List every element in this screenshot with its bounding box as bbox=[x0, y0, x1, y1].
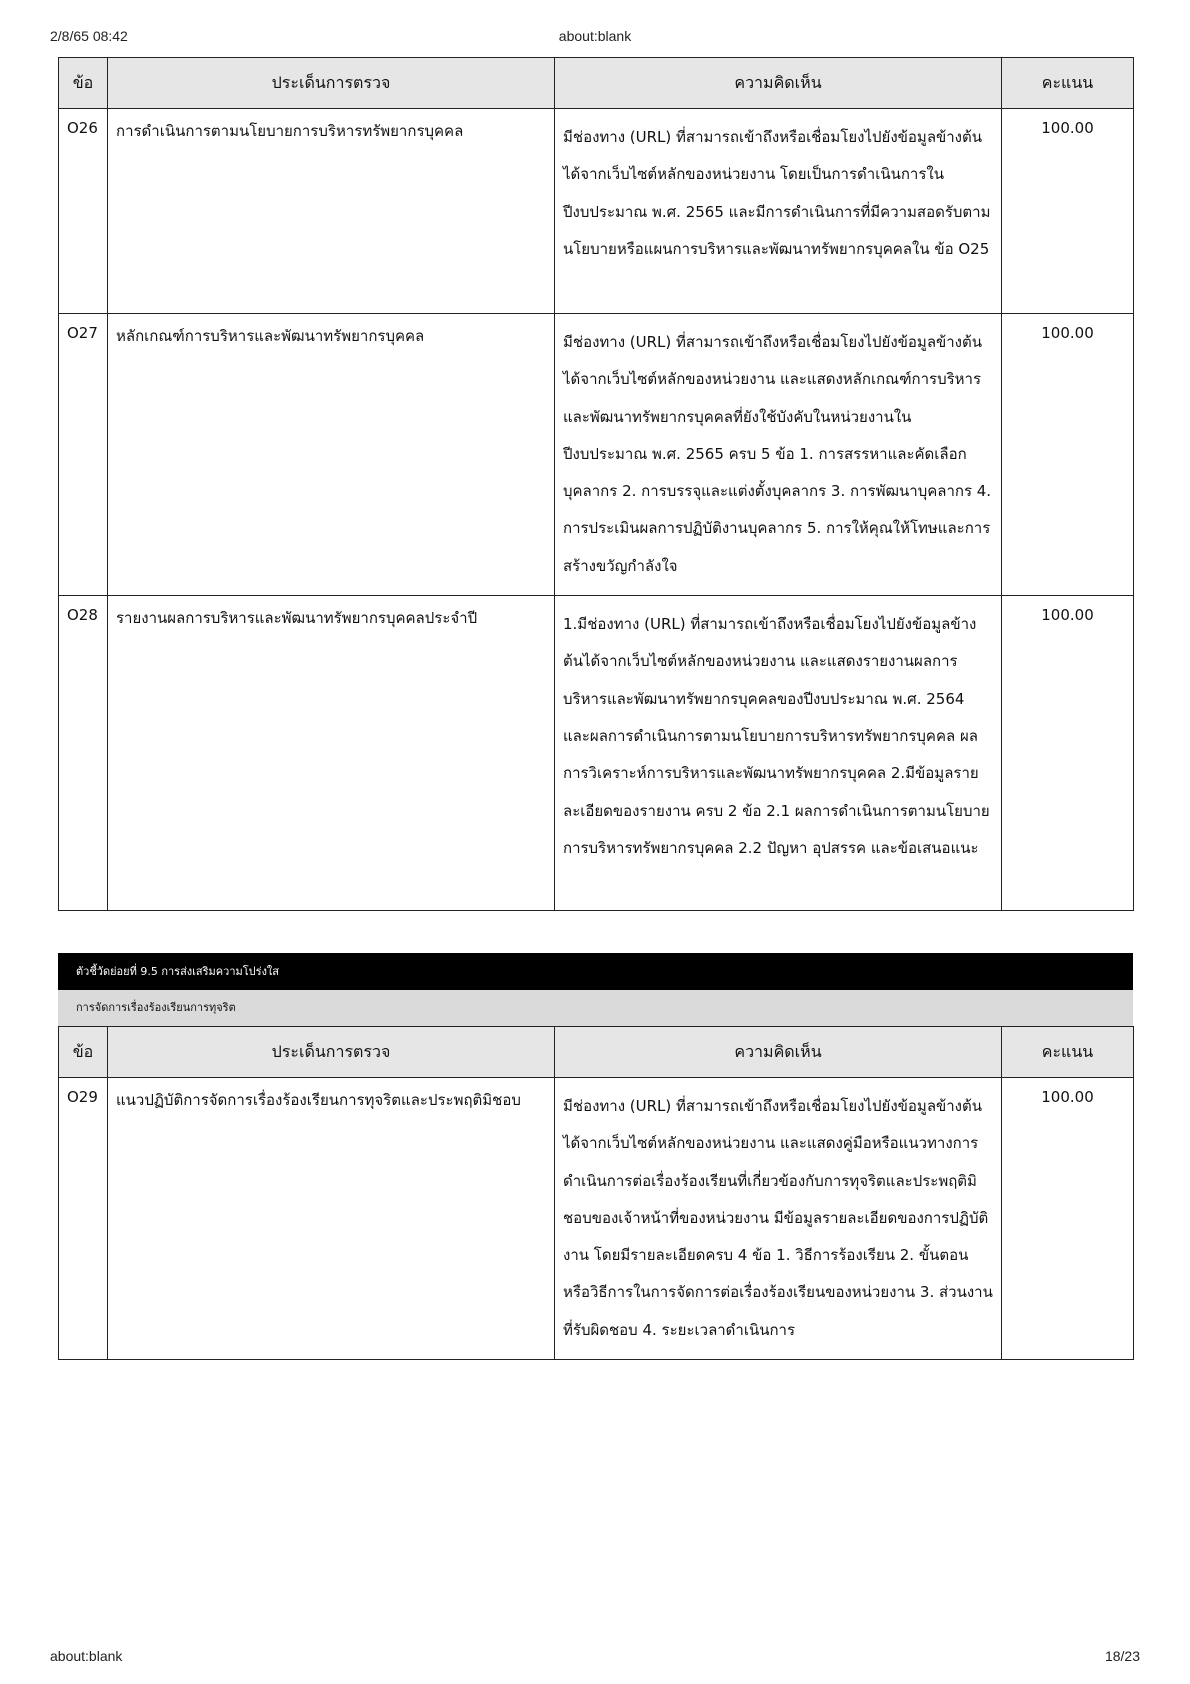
table-header-row bbox=[59, 1027, 1134, 1078]
row-score: 100.00 bbox=[1002, 314, 1134, 596]
print-footer bbox=[50, 1648, 1140, 1668]
table-row bbox=[59, 1078, 1134, 1360]
subtopic-header: การจัดการเรื่องร้องเรียนการทุจริต bbox=[58, 990, 1133, 1026]
row-comment: มีช่องทาง (URL) ที่สามารถเข้าถึงหรือเชื่อมโยงไปยังข้อมูลข้างต้นได้จากเว็บไซต์หลักของหน่วยงาน โดยเป็นการดำเนินการในปีงบประมาณ พ.ศ. 2565 และมีการดำเนินการที่มีความสอดรับตามนโยบายหรือแผนการบริหารและพัฒนาทรัพยากรบุคคลใน ข้อ O25 bbox=[555, 109, 1002, 314]
header-comment: ความคิดเห็น bbox=[555, 58, 1002, 109]
page-number: 18/23 bbox=[1104, 1648, 1140, 1664]
header-score: คะแนน bbox=[1002, 58, 1134, 109]
table-header-row bbox=[59, 58, 1134, 109]
indicator-header: ตัวชี้วัดย่อยที่ 9.5 การส่งเสริมความโปร่งใส bbox=[58, 953, 1133, 990]
header-score: คะแนน bbox=[1002, 1027, 1134, 1078]
header-topic: ประเด็นการตรวจ bbox=[108, 58, 555, 109]
header-topic: ประเด็นการตรวจ bbox=[108, 1027, 555, 1078]
print-url: about:blank bbox=[558, 28, 632, 44]
row-score: 100.00 bbox=[1002, 109, 1134, 314]
header-code: ข้อ bbox=[59, 58, 108, 109]
row-comment: มีช่องทาง (URL) ที่สามารถเข้าถึงหรือเชื่อมโยงไปยังข้อมูลข้างต้นได้จากเว็บไซต์หลักของหน่วยงาน และแสดงหลักเกณฑ์การบริหารและพัฒนาทรัพยากรบุคคลที่ยังใช้บังคับในหน่วยงานในปีงบประมาณ พ.ศ. 2565 ครบ 5 ข้อ 1. การสรรหาและคัดเลือกบุคลากร 2. การบรรจุและแต่งตั้งบุคลากร 3. การพัฒนาบุคลากร 4. การประเมินผลการปฏิบัติงานบุคลากร 5. การให้คุณให้โทษและการสร้างขวัญกำลังใจ bbox=[555, 314, 1002, 596]
row-code: O27 bbox=[59, 314, 108, 596]
print-header bbox=[50, 28, 1140, 48]
table-row bbox=[59, 109, 1134, 314]
row-score: 100.00 bbox=[1002, 1078, 1134, 1360]
row-topic: แนวปฏิบัติการจัดการเรื่องร้องเรียนการทุจริตและประพฤติมิชอบ bbox=[108, 1078, 555, 1360]
row-comment: 1.มีช่องทาง (URL) ที่สามารถเข้าถึงหรือเชื่อมโยงไปยังข้อมูลข้างต้นได้จากเว็บไซต์หลักของหน่วยงาน และแสดงรายงานผลการบริหารและพัฒนาทรัพยากรบุคคลของปีงบประมาณ พ.ศ. 2564 และผลการดำเนินการตามนโยบายการบริหารทรัพยากรบุคคล ผลการวิเคราะห์การบริหารและพัฒนาทรัพยากรบุคคล 2.มีข้อมูลรายละเอียดของรายงาน ครบ 2 ข้อ 2.1 ผลการดำเนินการตามนโยบายการบริหารทรัพยากรบุคคล 2.2 ปัญหา อุปสรรค และข้อเสนอแนะ bbox=[555, 596, 1002, 911]
row-topic: รายงานผลการบริหารและพัฒนาทรัพยากรบุคคลประจำปี bbox=[108, 596, 555, 911]
row-topic: การดำเนินการตามนโยบายการบริหารทรัพยากรบุคคล bbox=[108, 109, 555, 314]
header-comment: ความคิดเห็น bbox=[555, 1027, 1002, 1078]
row-comment: มีช่องทาง (URL) ที่สามารถเข้าถึงหรือเชื่อมโยงไปยังข้อมูลข้างต้นได้จากเว็บไซต์หลักของหน่วยงาน และแสดงคู่มือหรือแนวทางการดำเนินการต่อเรื่องร้องเรียนที่เกี่ยวข้องกับการทุจริตและประพฤติมิชอบของเจ้าหน้าที่ของหน่วยงาน มีข้อมูลรายละเอียดของการปฏิบัติงาน โดยมีรายละเอียดครบ 4 ข้อ 1. วิธีการร้องเรียน 2. ขั้นตอนหรือวิธีการในการจัดการต่อเรื่องร้องเรียนของหน่วยงาน 3. ส่วนงานที่รับผิดชอบ 4. ระยะเวลาดำเนินการ bbox=[555, 1078, 1002, 1360]
row-code: O26 bbox=[59, 109, 108, 314]
print-date: 2/8/65 08:42 bbox=[50, 28, 128, 44]
assessment-table-1 bbox=[58, 57, 1134, 911]
table-row bbox=[59, 596, 1134, 911]
row-topic: หลักเกณฑ์การบริหารและพัฒนาทรัพยากรบุคคล bbox=[108, 314, 555, 596]
row-score: 100.00 bbox=[1002, 596, 1134, 911]
row-code: O28 bbox=[59, 596, 108, 911]
assessment-table-2 bbox=[58, 1026, 1134, 1360]
table-row bbox=[59, 314, 1134, 596]
footer-url: about:blank bbox=[50, 1648, 123, 1664]
row-code: O29 bbox=[59, 1078, 108, 1360]
header-code: ข้อ bbox=[59, 1027, 108, 1078]
